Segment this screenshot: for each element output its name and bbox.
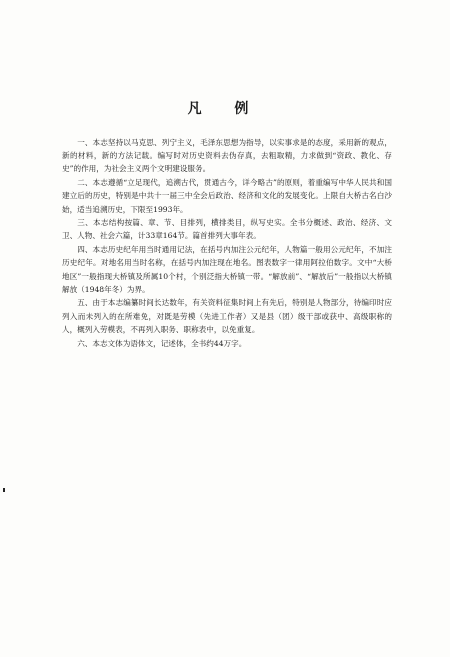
paragraph-2: 二、本志遵循“立足现代，追溯古代，贯通古今，详今略古”的原则，着重编写中华人民共和国建立后的历史，特别是中共十一届三中全会后政治、经济和文化的发展变化。上限自大桥古名白沙始，适当追溯历史，下限至1993年。 <box>62 178 392 214</box>
paragraph-4: 四、本志历史纪年用当时通用记法，在括号内加注公元纪年，人物篇一般用公元纪年，不加注历史纪年。对地名用当时名称，在括号内加注现在地名。图表数字一律用阿拉伯数字。文中“大桥地区”一般指现大桥镇及所属10个村，个别泛指大桥镇一带。“解放前”、“解放后”一般指以大桥镇解放（1948年冬）为界。 <box>62 245 392 294</box>
paragraph-3: 三、本志结构按篇、章、节、目排列，横排类目，纵写史实。全书分概述、政治、经济、文卫、人物、社会六篇，计33章164节。篇首排列大事年表。 <box>62 218 392 241</box>
paragraph-5: 五、由于本志编纂时间长达数年，有关资料征集时间上有先后，特别是人物部分，待编印时应列入而未列入的在所难免，对既是劳模（先进工作者）又是县（团）级干部或获中、高级职称的人，概列入劳模表，不再列入职务、职称表中，以免重复。 <box>62 298 392 334</box>
paragraph-6: 六、本志文体为语体文，记述体，全书约44万字。 <box>77 338 247 348</box>
page-title: 凡 例 <box>187 101 263 117</box>
body-text <box>62 136 392 350</box>
paragraph-1: 一、本志坚持以马克思、列宁主义，毛泽东思想为指导，以实事求是的态度，采用新的观点，新的材料，新的方法记载。编写时对历史资料去伪存真，去粗取精，力求做到“资政、教化、存史”的作用，为社会主义两个文明建设服务。 <box>62 138 392 174</box>
scan-mark <box>3 488 5 492</box>
